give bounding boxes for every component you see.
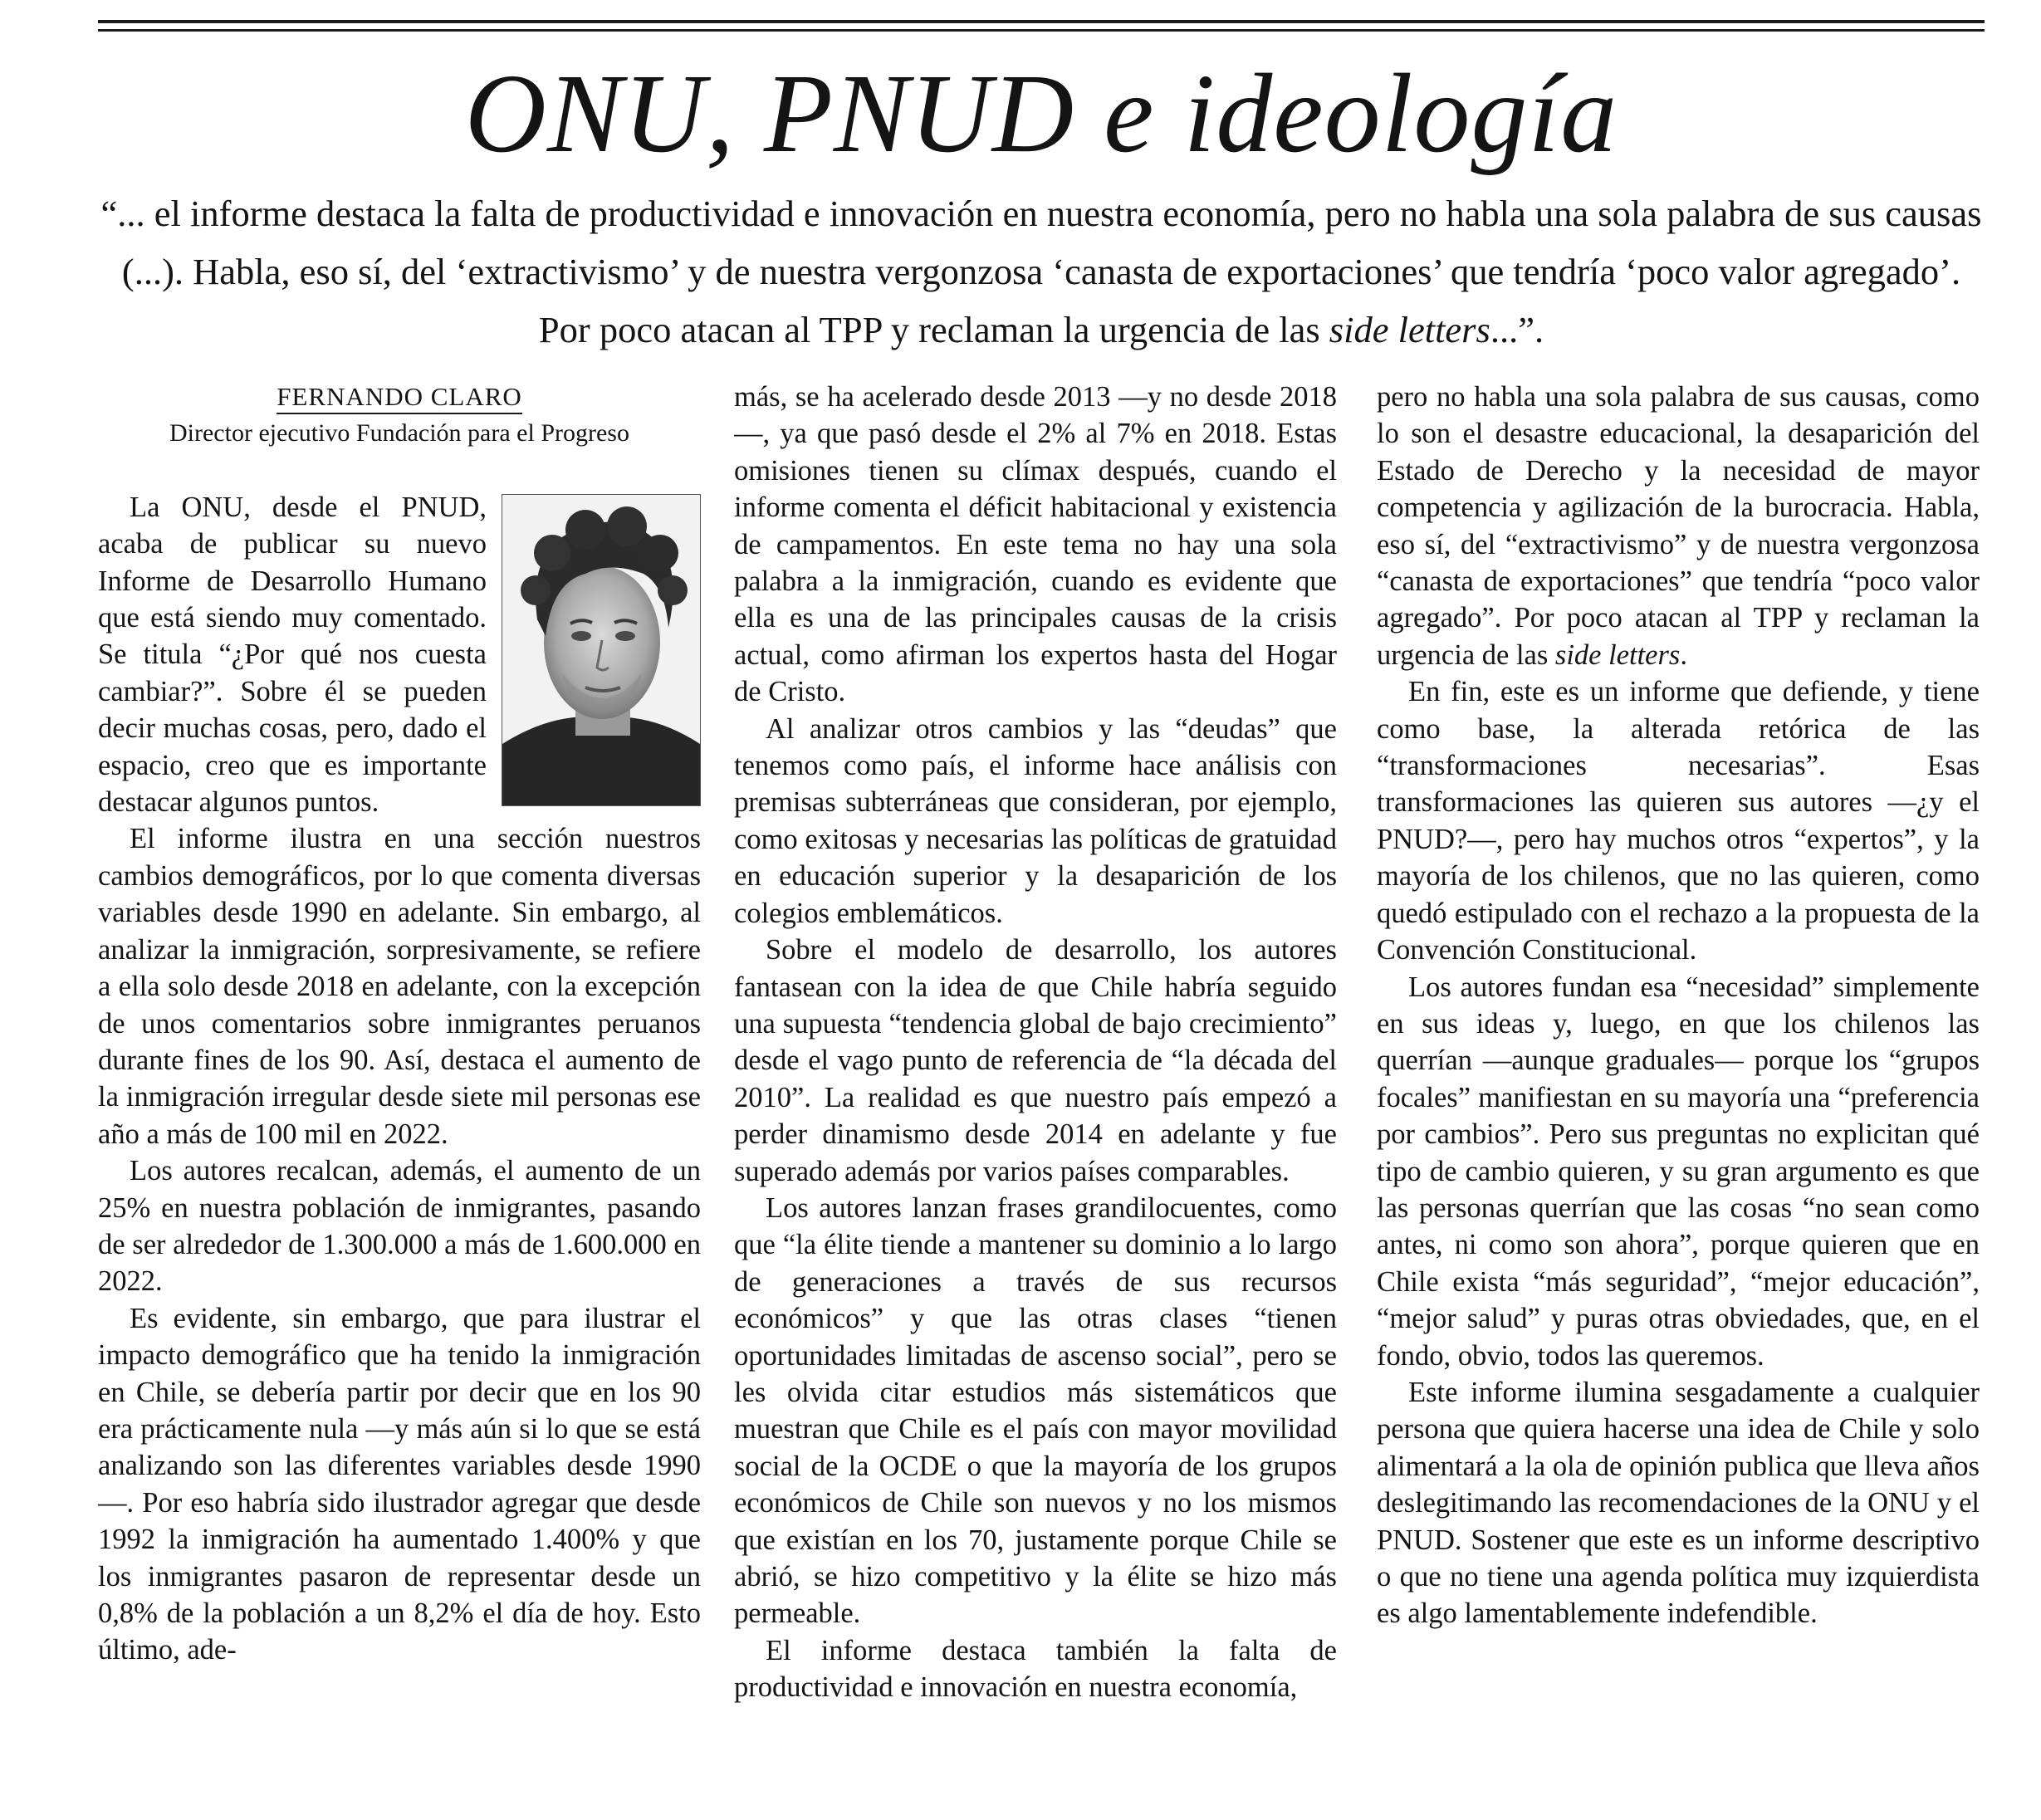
- paragraph: Los autores lanzan frases grandilocuentes, como que “la élite tiende a mantener su dominio a lo largo de generaciones a través de sus recursos económicos” y que las otras clases “tienen oportunidades limitadas de ascenso social”, pero se les olvida citar estudios más sistemáticos que muestran que Chile es el país con mayor movilidad social de la OCDE o que la mayoría de los grupos económicos de Chile son nuevos y no los mismos que existían en los 70, justamente porque Chile se abrió, se hizo competitivo y la élite se hizo más permeable.: [734, 1191, 1337, 1630]
- paragraph: El informe ilustra en una sección nuestros cambios demográficos, por lo que comenta diversas variables desde 1990 en adelante. Sin embargo, al analizar la inmigración, sorpresivamente, se refiere a ella solo desde 2018 en adelante, con la excepción de unos comentarios sobre inmigrantes peruanos durante fines de los 90. Así, destaca el aumento de la inmigración irregular desde siete mil personas ese año a más de 100 mil en 2022.: [98, 823, 701, 1150]
- paragraph: Este informe ilumina sesgadamente a cualquier persona que quiera hacerse una idea de Chile y solo alimentará a la ola de opinión publica que lleva años deslegitimando las recomendaciones de la ONU y el PNUD. Sostener que este es un informe descriptivo o que no tiene una agenda política muy izquierdista es algo lamentablemente indefendible.: [1377, 1376, 1980, 1630]
- pull-quote: [98, 184, 1985, 359]
- author-portrait-icon: [502, 494, 701, 806]
- paragraph: El informe destaca también la falta de productividad e innovación en nuestra economía,: [734, 1634, 1337, 1704]
- paragraph: Sobre el modelo de desarrollo, los autores fantasean con la idea de que Chile habría seguido una supuesta “tendencia global de bajo crecimiento” desde el vago punto de referencia de “la década del 2010”. La realidad es que nuestro país empezó a perder dinamismo desde 2014 en adelante y fue superado además por varios países comparables.: [734, 934, 1337, 1187]
- paragraph: más, se ha acelerado desde 2013 —y no desde 2018—, ya que pasó desde el 2% al 7% en 2018. Estas omisiones tienen su clímax después, cuando el informe comenta el déficit habitacional y existencia de campamentos. En este tema no hay una sola palabra a la inmigración, cuando es evidente que ella es una de las principales causas de la crisis actual, como afirman los expertos hasta del Hogar de Cristo.: [734, 381, 1337, 708]
- header-rules: [98, 20, 1985, 32]
- byline: [98, 379, 701, 415]
- column-1: [98, 379, 701, 1807]
- paragraph: Es evidente, sin embargo, que para ilustrar el impacto demográfico que ha tenido la inmigración en Chile, se debería partir por decir que en los 90 era prácticamente nula —y más aún si lo que se está analizando son las diferentes variables desde 1990—. Por eso habría sido ilustrador agregar que desde 1992 la inmigración ha aumentado 1.400% y que los inmigrantes pasaron de representar desde un 0,8% de la población a un 8,2% el día de hoy. Esto último, ade-: [98, 1302, 701, 1666]
- paragraph: Al analizar otros cambios y las “deudas” que tenemos como país, el informe hace análisis con premisas subterráneas que consideran, por ejemplo, como exitosas y necesarias las políticas de gratuidad en educación superior y la desaparición de los colegios emblemáticos.: [734, 712, 1337, 929]
- italic-text: side letters: [1554, 638, 1681, 671]
- paragraph: Los autores fundan esa “necesidad” simplemente en sus ideas y, luego, en que los chilenos las querrían —aunque graduales— porque los “grupos focales” manifiestan en su mayoría una “preferencia por cambios”. Pero sus preguntas no explicitan qué tipo de cambio quieren, y su gran argumento es que las personas querrían que las cosas “no sean como antes, ni como son ahora”, porque quieren que en Chile exista “más seguridad”, “mejor educación”, “mejor salud” y puras otras obviedades, que, en el fondo, obvio, todos las queremos.: [1377, 971, 1980, 1372]
- column-3: [1377, 379, 1980, 1807]
- column-2: [734, 379, 1337, 1807]
- headline: ONU, PNUD e ideología: [464, 51, 1618, 176]
- pull-quote-end: ...”.: [1490, 309, 1544, 350]
- paragraph: En fin, este es un informe que defiende, y tiene como base, la alterada retórica de las “transformaciones necesarias”. Esas transformaciones las quieren sus autores —¿y el PNUD?—, pero hay muchos otros “expertos”, y la mayoría de los chilenos, que no las quieren, como quedó estipulado con el rechazo a la propuesta de la Convención Constitucional.: [1377, 676, 1980, 966]
- author-role: Director ejecutivo Fundación para el Progreso: [169, 419, 629, 448]
- top-rule: [98, 20, 1985, 23]
- author-name: FERNANDO CLARO: [277, 381, 522, 414]
- second-rule: [98, 29, 1985, 32]
- pull-quote-italic: side letters: [1329, 309, 1490, 350]
- paragraph: pero no habla una sola palabra de sus causas, como lo son el desastre educacional, la desaparición del Estado de Derecho y la necesidad de mayor competencia y agilización de la burocracia. Habla, eso sí, del “extractivismo” y de nuestra vergonzosa “canasta de exportaciones” que tendría “poco valor agregado”. Por poco atacan al TPP y reclaman la urgencia de las side letters.: [1377, 381, 1980, 671]
- pull-quote-text: “... el informe destaca la falta de productividad e innovación en nuestra economía, pero no habla una sola palabra de sus causas (...). Habla, eso sí, del ‘extractivismo’ y de nuestra vergonzosa ‘canasta de exportaciones’ que tendría ‘poco valor agregado’. Por poco atacan al TPP y reclaman la urgencia de las: [100, 193, 1982, 350]
- paragraph: La ONU, desde el PNUD, acaba de publicar su nuevo Informe de Desarrollo Humano que está siendo muy comentado. Se titula “¿Por qué nos cuesta cambiar?”. Sobre él se pueden decir muchas cosas, pero, dado el espacio, creo que es importante destacar algunos puntos.: [98, 489, 701, 821]
- paragraph: Los autores recalcan, además, el aumento de un 25% en nuestra población de inmigrantes, pasando de ser alrededor de 1.300.000 a más de 1.600.000 en 2022.: [98, 1155, 701, 1298]
